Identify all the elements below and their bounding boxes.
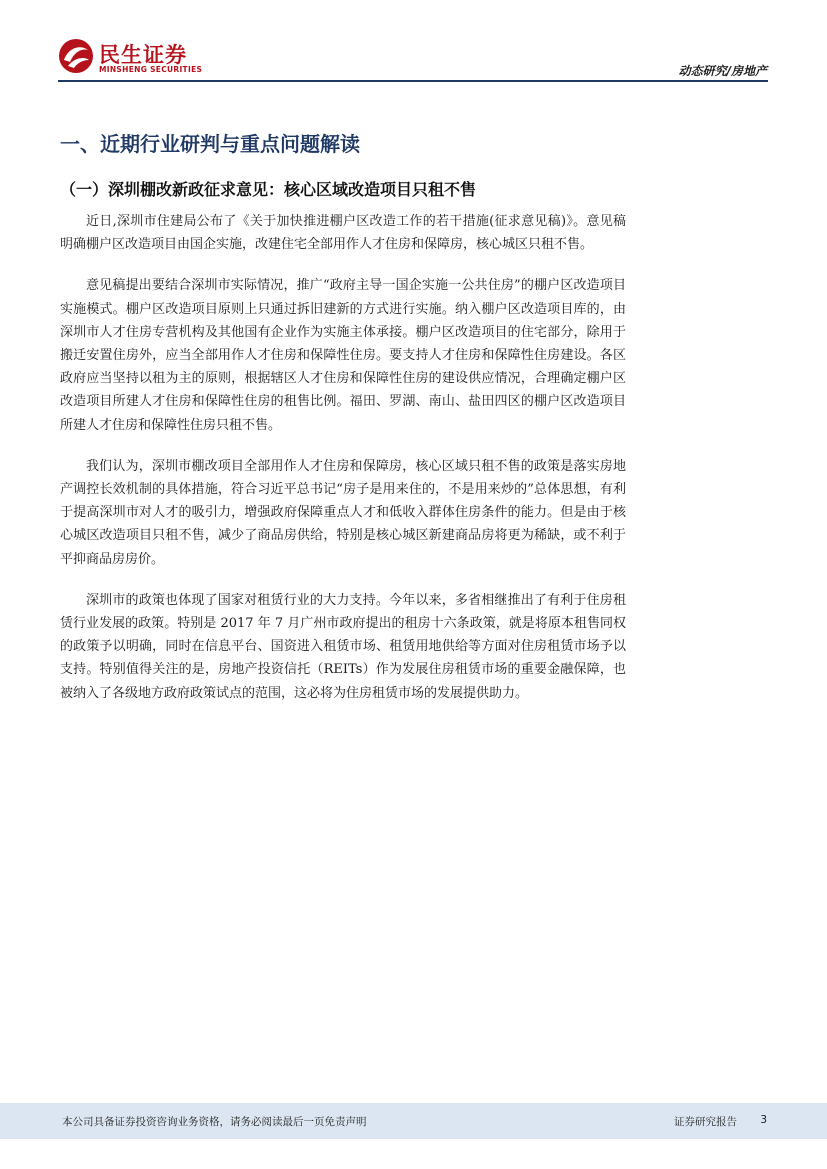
page-number: 3	[760, 1114, 767, 1126]
section-subtitle: （一）深圳棚改新政征求意见：核心区域改造项目只租不售	[60, 180, 477, 199]
section-title: 一、近期行业研判与重点问题解读	[60, 132, 360, 156]
header-divider	[58, 80, 768, 82]
report-category: 动态研究/房地产	[678, 64, 767, 78]
paragraph-4: 深圳市的政策也体现了国家对租赁行业的大力支持。今年以来，多省相继推出了有利于住房租赁行业发展的政策。特别是 2017 年 7 月广州市政府提出的租房十六条政策，就是将原本租售同权的政策予以明确，同时在信息平台、国资进入租赁市场、租赁用地供给等方面对住房租赁市场予以支持。特别值得关注的是，房地产投资信托（REITs）作为发展住房租赁市场的重要金融保障，也被纳入了各级地方政府政策试点的范围，这必将为住房租赁市场的发展提供助力。	[60, 592, 626, 701]
paragraph-1: 近日,深圳市住建局公布了《关于加快推进棚户区改造工作的若干措施(征求意见稿)》。意见稿明确棚户区改造项目由国企实施，改建住宅全部用作人才住房和保障房，核心城区只租不售。	[60, 214, 626, 253]
page-header	[0, 0, 827, 84]
footer-disclaimer: 本公司具备证券投资咨询业务资格，请务必阅读最后一页免责声明	[62, 1116, 367, 1128]
paragraph-3: 我们认为，深圳市棚改项目全部用作人才住房和保障房，核心区域只租不售的政策是落实房地产调控长效机制的具体措施，符合习近平总书记“房子是用来住的，不是用来炒的”总体思想，有利于提高深圳市对人才的吸引力，增强政府保障重点人才和低收入群体住房条件的能力。但是由于核心城区改造项目只租不售，减少了商品房供给，特别是核心城区新建商品房将更为稀缺，或不利于平抑商品房房价。	[60, 458, 626, 567]
minsheng-logo	[58, 38, 208, 82]
page-footer	[0, 1103, 827, 1139]
brand-name-en: MINSHENG SECURITIES	[99, 65, 203, 74]
paragraph-2: 意见稿提出要结合深圳市实际情况，推广“政府主导一国企实施一公共住房”的棚户区改造项目实施模式。棚户区改造项目原则上只通过拆旧建新的方式进行实施。纳入棚户区改造项目库的，由深圳市人才住房专营机构及其他国有企业作为实施主体承接。棚户区改造项目的住宅部分，除用于搬迁安置住房外，应当全部用作人才住房和保障性住房。要支持人才住房和保障性住房建设。各区政府应当坚持以租为主的原则，根据辖区人才住房和保障性住房的建设供应情况，合理确定棚户区改造项目所建人才住房和保障性住房的租售比例。福田、罗湖、南山、盐田四区的棚户区改造项目所建人才住房和保障性住房只租不售。	[60, 278, 626, 433]
brand-name-cn: 民生证券	[99, 43, 187, 67]
body-content	[60, 210, 626, 723]
minsheng-logo-mark-icon	[58, 38, 94, 74]
footer-report-type: 证券研究报告	[674, 1116, 737, 1128]
